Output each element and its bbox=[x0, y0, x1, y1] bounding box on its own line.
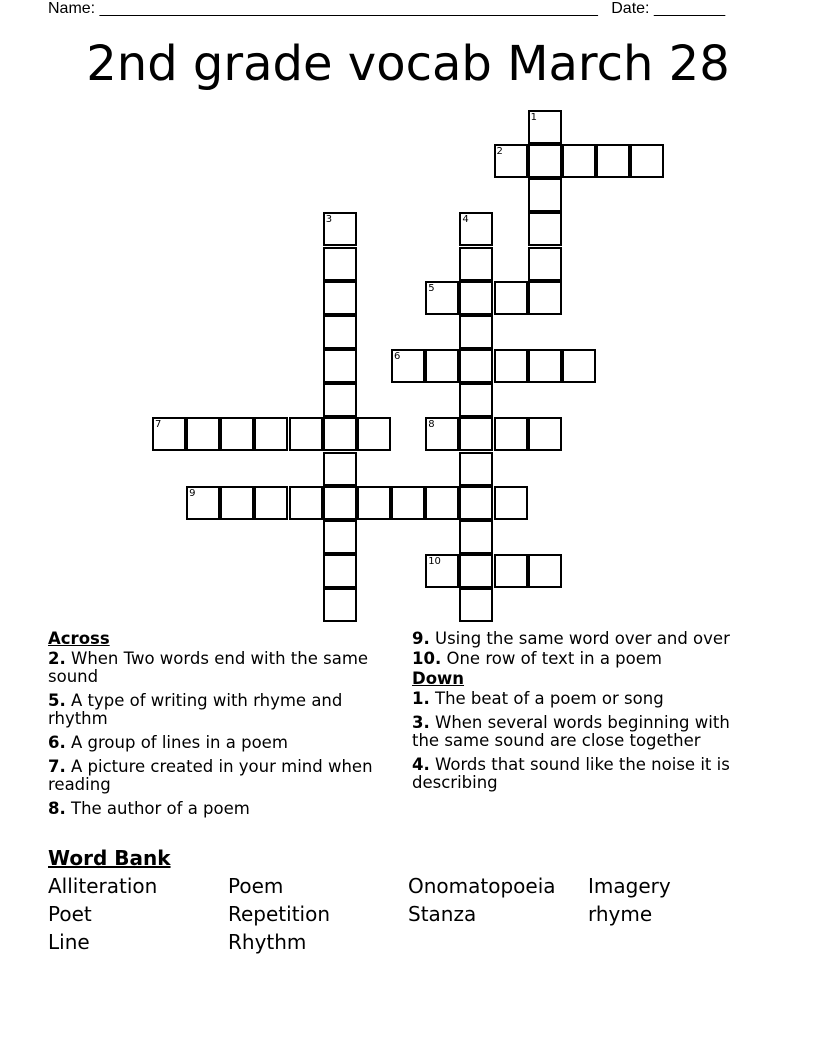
clue-number-label: 7 bbox=[155, 419, 162, 431]
crossword-cell[interactable] bbox=[323, 383, 357, 417]
clue-across-5: 5. A type of writing with rhyme and rhythm bbox=[48, 691, 343, 728]
crossword-cell[interactable] bbox=[528, 247, 562, 281]
crossword-cell[interactable] bbox=[459, 452, 493, 486]
crossword-cell[interactable] bbox=[357, 486, 391, 520]
crossword-cell[interactable] bbox=[562, 144, 596, 178]
crossword-cell[interactable] bbox=[459, 247, 493, 281]
crossword-cell[interactable] bbox=[323, 349, 357, 383]
crossword-cell[interactable] bbox=[186, 417, 220, 451]
page-title: 2nd grade vocab March 28 bbox=[86, 36, 730, 92]
clues-column-left bbox=[48, 630, 388, 824]
crossword-cell[interactable] bbox=[528, 281, 562, 315]
down-heading: Down bbox=[412, 669, 465, 688]
crossword-cell[interactable] bbox=[494, 349, 528, 383]
word-bank-item: Repetition bbox=[228, 902, 331, 926]
crossword-cell[interactable] bbox=[323, 315, 357, 349]
word-bank-item: Onomatopoeia bbox=[408, 874, 556, 898]
clue-across-6: 6. A group of lines in a poem bbox=[48, 733, 288, 752]
crossword-cell[interactable] bbox=[528, 144, 562, 178]
crossword-cell[interactable] bbox=[323, 486, 357, 520]
crossword-cell[interactable] bbox=[459, 588, 493, 622]
clue-across-10: 10. One row of text in a poem bbox=[412, 649, 662, 668]
clues-column-right bbox=[412, 630, 762, 798]
crossword-cell[interactable] bbox=[459, 486, 493, 520]
across-heading: Across bbox=[48, 629, 110, 648]
crossword-cell[interactable] bbox=[357, 417, 391, 451]
crossword-cell[interactable] bbox=[425, 349, 459, 383]
crossword-cell[interactable] bbox=[494, 486, 528, 520]
crossword-cell[interactable] bbox=[289, 486, 323, 520]
crossword-cell[interactable] bbox=[528, 349, 562, 383]
crossword-cell[interactable] bbox=[220, 486, 254, 520]
crossword-cell[interactable] bbox=[323, 588, 357, 622]
word-bank-item: Line bbox=[48, 930, 90, 954]
word-bank-item: Poet bbox=[48, 902, 92, 926]
clue-number-label: 3 bbox=[325, 214, 333, 226]
date-field-line[interactable]: ________ bbox=[653, 0, 726, 17]
clue-across-7: 7. A picture created in your mind when reading bbox=[48, 757, 373, 794]
clue-down-3: 3. When several words beginning with the same sound are close together bbox=[412, 713, 730, 750]
clue-number-label: 8 bbox=[428, 419, 435, 431]
clue-across-2: 2. When Two words end with the same sound bbox=[48, 649, 369, 686]
crossword-cell[interactable] bbox=[425, 486, 459, 520]
name-field-line[interactable]: ________________________________________________________ bbox=[99, 0, 598, 17]
clue-down-4: 4. Words that sound like the noise it is describing bbox=[412, 755, 730, 792]
crossword-cell[interactable] bbox=[323, 452, 357, 486]
crossword-cell[interactable] bbox=[323, 520, 357, 554]
crossword-cell[interactable] bbox=[494, 281, 528, 315]
crossword-cell[interactable] bbox=[289, 417, 323, 451]
word-bank-heading: Word Bank bbox=[48, 846, 171, 870]
clue-number-label: 6 bbox=[394, 351, 401, 363]
word-bank-item: rhyme bbox=[588, 902, 653, 926]
word-bank-item: Stanza bbox=[408, 902, 477, 926]
word-bank-item: Alliteration bbox=[48, 874, 158, 898]
word-bank-item: Poem bbox=[228, 874, 284, 898]
crossword-cell[interactable] bbox=[323, 554, 357, 588]
crossword-cell[interactable] bbox=[459, 383, 493, 417]
crossword-cell[interactable] bbox=[528, 178, 562, 212]
clue-number-label: 2 bbox=[496, 146, 503, 158]
word-bank-item: Imagery bbox=[588, 874, 671, 898]
clue-across-9: 9. Using the same word over and over bbox=[412, 629, 730, 648]
crossword-cell[interactable] bbox=[562, 349, 596, 383]
crossword-cell[interactable] bbox=[323, 247, 357, 281]
crossword-cell[interactable] bbox=[494, 417, 528, 451]
crossword-cell[interactable] bbox=[630, 144, 664, 178]
clue-down-1: 1. The beat of a poem or song bbox=[412, 689, 664, 708]
crossword-cell[interactable] bbox=[459, 349, 493, 383]
crossword-cell[interactable] bbox=[254, 417, 288, 451]
crossword-cell[interactable] bbox=[323, 281, 357, 315]
crossword-cell[interactable] bbox=[528, 554, 562, 588]
crossword-cell[interactable] bbox=[494, 554, 528, 588]
clue-across-8: 8. The author of a poem bbox=[48, 799, 250, 818]
clue-number-label: 4 bbox=[462, 214, 469, 226]
crossword-cell[interactable] bbox=[459, 281, 493, 315]
crossword-cell[interactable] bbox=[459, 417, 493, 451]
word-bank-item: Rhythm bbox=[228, 930, 307, 954]
crossword-cell[interactable] bbox=[459, 554, 493, 588]
crossword-cell[interactable] bbox=[391, 486, 425, 520]
crossword-cell[interactable] bbox=[596, 144, 630, 178]
crossword-cell[interactable] bbox=[459, 520, 493, 554]
clue-number-label: 5 bbox=[428, 282, 435, 294]
crossword-cell[interactable] bbox=[220, 417, 254, 451]
name-label: Name: bbox=[48, 0, 96, 17]
crossword-cell[interactable] bbox=[528, 417, 562, 451]
date-label: Date: bbox=[611, 0, 650, 17]
clue-number-label: 1 bbox=[530, 112, 538, 123]
crossword-cell[interactable] bbox=[323, 417, 357, 451]
clue-number-label: 9 bbox=[189, 487, 196, 499]
clue-number-label: 10 bbox=[428, 555, 441, 567]
crossword-cell[interactable] bbox=[528, 212, 562, 246]
crossword-cell[interactable] bbox=[459, 315, 493, 349]
crossword-cell[interactable] bbox=[254, 486, 288, 520]
